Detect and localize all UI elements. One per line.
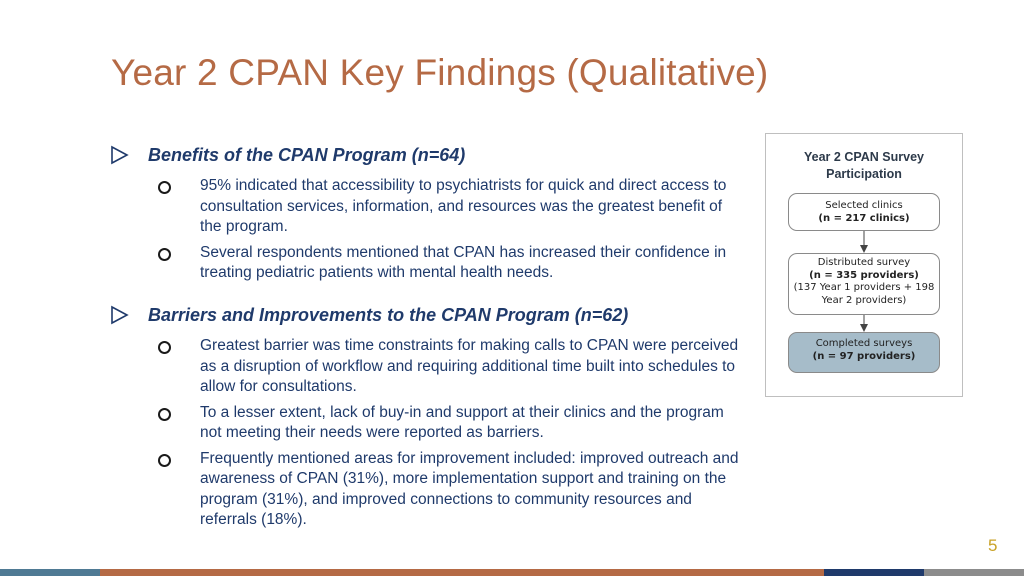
bullet-item (110, 403, 750, 444)
flow-node-label: Distributed survey (817, 257, 911, 268)
flowchart-title: Year 2 CPAN Survey Participation (804, 150, 924, 181)
bullet-item (110, 449, 750, 531)
circle-outline-icon (158, 408, 171, 421)
bullet-text: Several respondents mentioned that CPAN has increased their confidence in treating pediatric patients with mental health needs. (200, 243, 727, 281)
section-heading-row (110, 303, 750, 331)
survey-participation-flowchart (765, 133, 963, 397)
triangle-right-outline-icon (110, 305, 130, 325)
footer-bar-segment (0, 569, 100, 576)
bullet-list (110, 336, 750, 531)
footer-bar-segment (824, 569, 924, 576)
flow-node-completed-surveys (788, 332, 940, 373)
flow-node-label: Selected clinics (825, 200, 903, 211)
bullet-item (110, 176, 750, 238)
circle-outline-icon (158, 248, 171, 261)
footer-bar-segment (924, 569, 1024, 576)
bullet-text: To a lesser extent, lack of buy-in and support at their clinics and the program not meeting their needs were reported as barriers. (200, 403, 724, 441)
section-heading: Barriers and Improvements to the CPAN Program (n=62) (148, 305, 629, 325)
circle-outline-icon (158, 341, 171, 354)
flow-node-selected-clinics (788, 193, 940, 231)
bullet-item (110, 243, 750, 284)
section-barriers (110, 303, 750, 531)
section-heading: Benefits of the CPAN Program (n=64) (148, 145, 466, 165)
bullet-text: 95% indicated that accessibility to psychiatrists for quick and direct access to consultation services, information, and resources was the greatest benefit of the program. (200, 177, 727, 235)
bullet-list (110, 176, 750, 284)
slide-title: Year 2 CPAN Key Findings (Qualitative) (111, 52, 769, 93)
flow-node-distributed-survey (788, 253, 940, 315)
bullet-text: Frequently mentioned areas for improvement included: improved outreach and awareness of CPAN (31%), more implementation support and training on the program (31%), and improved connections to community resources and referrals (18%). (200, 449, 739, 528)
flow-node-label: Completed surveys (815, 338, 913, 349)
section-benefits (110, 143, 750, 284)
flow-node-count: (n = 97 providers) (812, 350, 916, 362)
flow-node-count: (n = 335 providers) (809, 269, 919, 281)
triangle-right-outline-icon (110, 145, 130, 165)
section-heading-row (110, 143, 750, 171)
flow-node-detail: (137 Year 1 providers + 198 Year 2 providers) (793, 282, 935, 306)
circle-outline-icon (158, 181, 171, 194)
page-number: 5 (988, 536, 998, 555)
flow-node-count: (n = 217 clinics) (818, 212, 910, 224)
footer-bar-segment (100, 569, 824, 576)
bullet-text: Greatest barrier was time constraints for making calls to CPAN were perceived as a disruption of workflow and requiring additional time built into schedules to allow for consultations. (200, 337, 739, 395)
bullet-item (110, 336, 750, 398)
circle-outline-icon (158, 454, 171, 467)
